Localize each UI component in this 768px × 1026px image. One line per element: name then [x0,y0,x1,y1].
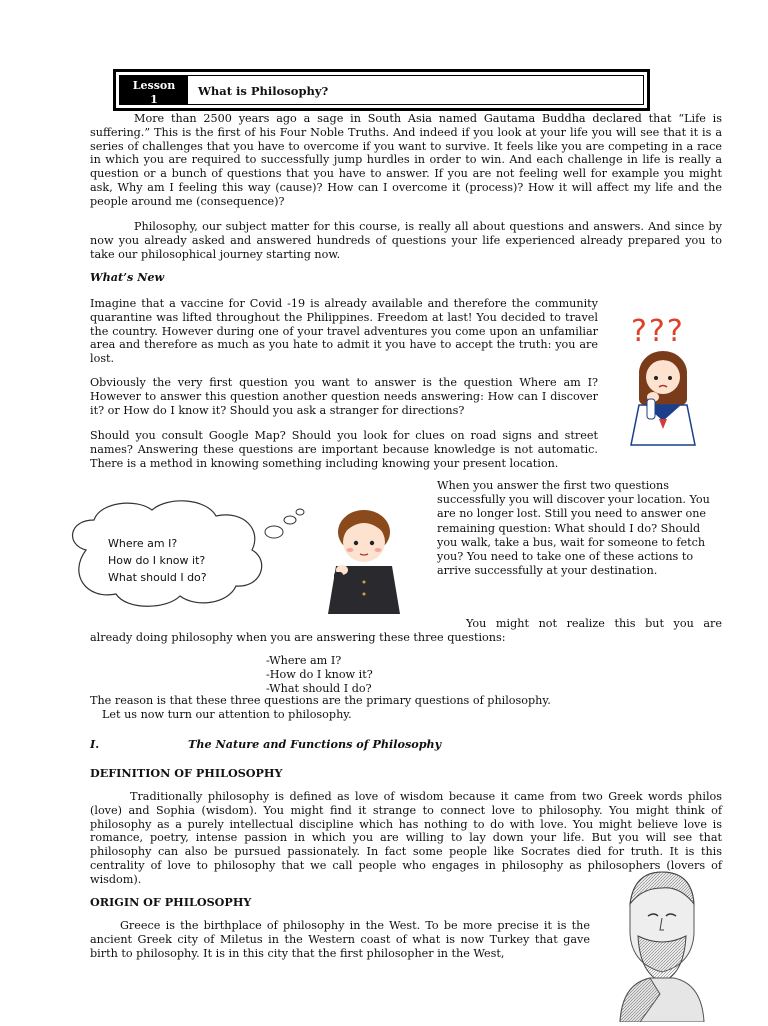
whats-new-paragraph-2: Obviously the very first question you want to answer is the question Where am I? However to answer this question another question needs answering: How can I discover it? or How do I know it? Should you ask a stranger for directions? [90,376,598,417]
lesson-title: What is Philosophy? [198,84,329,98]
question-marks: ??? [631,314,685,349]
definition-paragraph: Traditionally philosophy is defined as love of wisdom because it came from two Greek words philos (love) and Sophia (wisdom). You might find it strange to connect love to philosophy. You might think of philosophy as a purely intellectual discipline which has nothing to do with love. You might believe love is romance, poetry, intense passion in which you are willing to lay down your life. But you will see that philosophy can also be pursued passionately. In fact some people like Socrates died for truth. It is this centrality of love to philosophy that we call people who engages in philosophy as philosophers (lovers of wisdom). [90,790,722,886]
section-number: I. [90,737,100,751]
whats-new-paragraph-6: The reason is that these three questions are the primary questions of philosophy. [90,694,551,707]
whats-new-paragraph-1: Imagine that a vaccine for Covid -19 is already available and therefore the community quarantine was lifted throughout the Philippines. Freedom at last! You decided to travel the country. However during one of your travel adventures you come upon an unfamiliar area and therefore as much as you hate to admit it you have to accept the truth: you are lost. [90,297,598,366]
thought-question-1: Where am I? [108,537,178,550]
question-item-1: -Where am I? [266,654,342,667]
whats-new-heading: What’s New [90,270,165,284]
question-item-3: -What should I do? [266,681,372,695]
origin-heading: ORIGIN OF PHILOSOPHY [90,895,252,909]
thought-questions [108,535,207,586]
confused-girl-illustration [603,305,723,455]
whats-new-paragraph-4: When you answer the first two questions successfully you will discover your location. You are no longer lost. Still you need to answer one remaining question: What should I do? Should you walk, take a bus, wait for someone to fetch you? You need to take one of these actions to arrive successfully at your destination. [437,479,710,578]
origin-paragraph: Greece is the birthplace of philosophy in the West. To be more precise it is the ancient Greek city of Miletus in the Western coast of what is now Turkey that gave birth to philosophy. It is in this city that the first philosopher in the West, [90,919,590,960]
thought-question-2: How do I know it? [108,554,206,567]
thought-bubble-illustration [56,490,422,615]
question-item-2: -How do I know it? [266,667,373,681]
definition-heading: DEFINITION OF PHILOSOPHY [90,766,283,780]
thought-question-3: What should I do? [108,571,207,584]
whats-new-paragraph-3: Should you consult Google Map? Should you look for clues on road signs and street names? Answering these questions are important because knowledge is not automatic. There is a method in knowing something including knowing your present location. [90,429,598,470]
lesson-number: 1 [150,93,158,106]
section-title: The Nature and Functions of Philosophy [188,737,442,751]
lesson-tag [120,76,188,104]
intro-paragraph-1: More than 2500 years ago a sage in South Asia named Gautama Buddha declared that “Life is suffering.” This is the first of his Four Noble Truths. And indeed if you look at your life you will see that it is a series of challenges that you have to overcome if you want to survive. It feels like you are competing in a race in which you are required to successfully jump hurdles in order to win. And each challenge in life is really a question or a bunch of questions that you have to answer. If you are not feeling well for example you might ask, Why am I feeling this way (cause)? How can I overcome it (process)? How it will affect my life and the people around me (consequence)? [90,112,722,208]
whats-new-paragraph-7: Let us now turn our attention to philosophy. [102,708,352,721]
philosopher-bust-image [600,864,722,1022]
lesson-header [113,69,650,111]
whats-new-paragraph-5: You might not realize this but you are already doing philosophy when you are answering these three questions: [90,617,722,644]
three-questions-list [266,654,373,695]
intro-paragraph-2: Philosophy, our subject matter for this course, is really all about questions and answers. And since by now you already asked and answered hundreds of questions your life experienced already prepared you to take our philosophical journey starting now. [90,220,722,261]
lesson-tag-label: Lesson [132,79,176,92]
lesson-header-inner [119,75,644,105]
